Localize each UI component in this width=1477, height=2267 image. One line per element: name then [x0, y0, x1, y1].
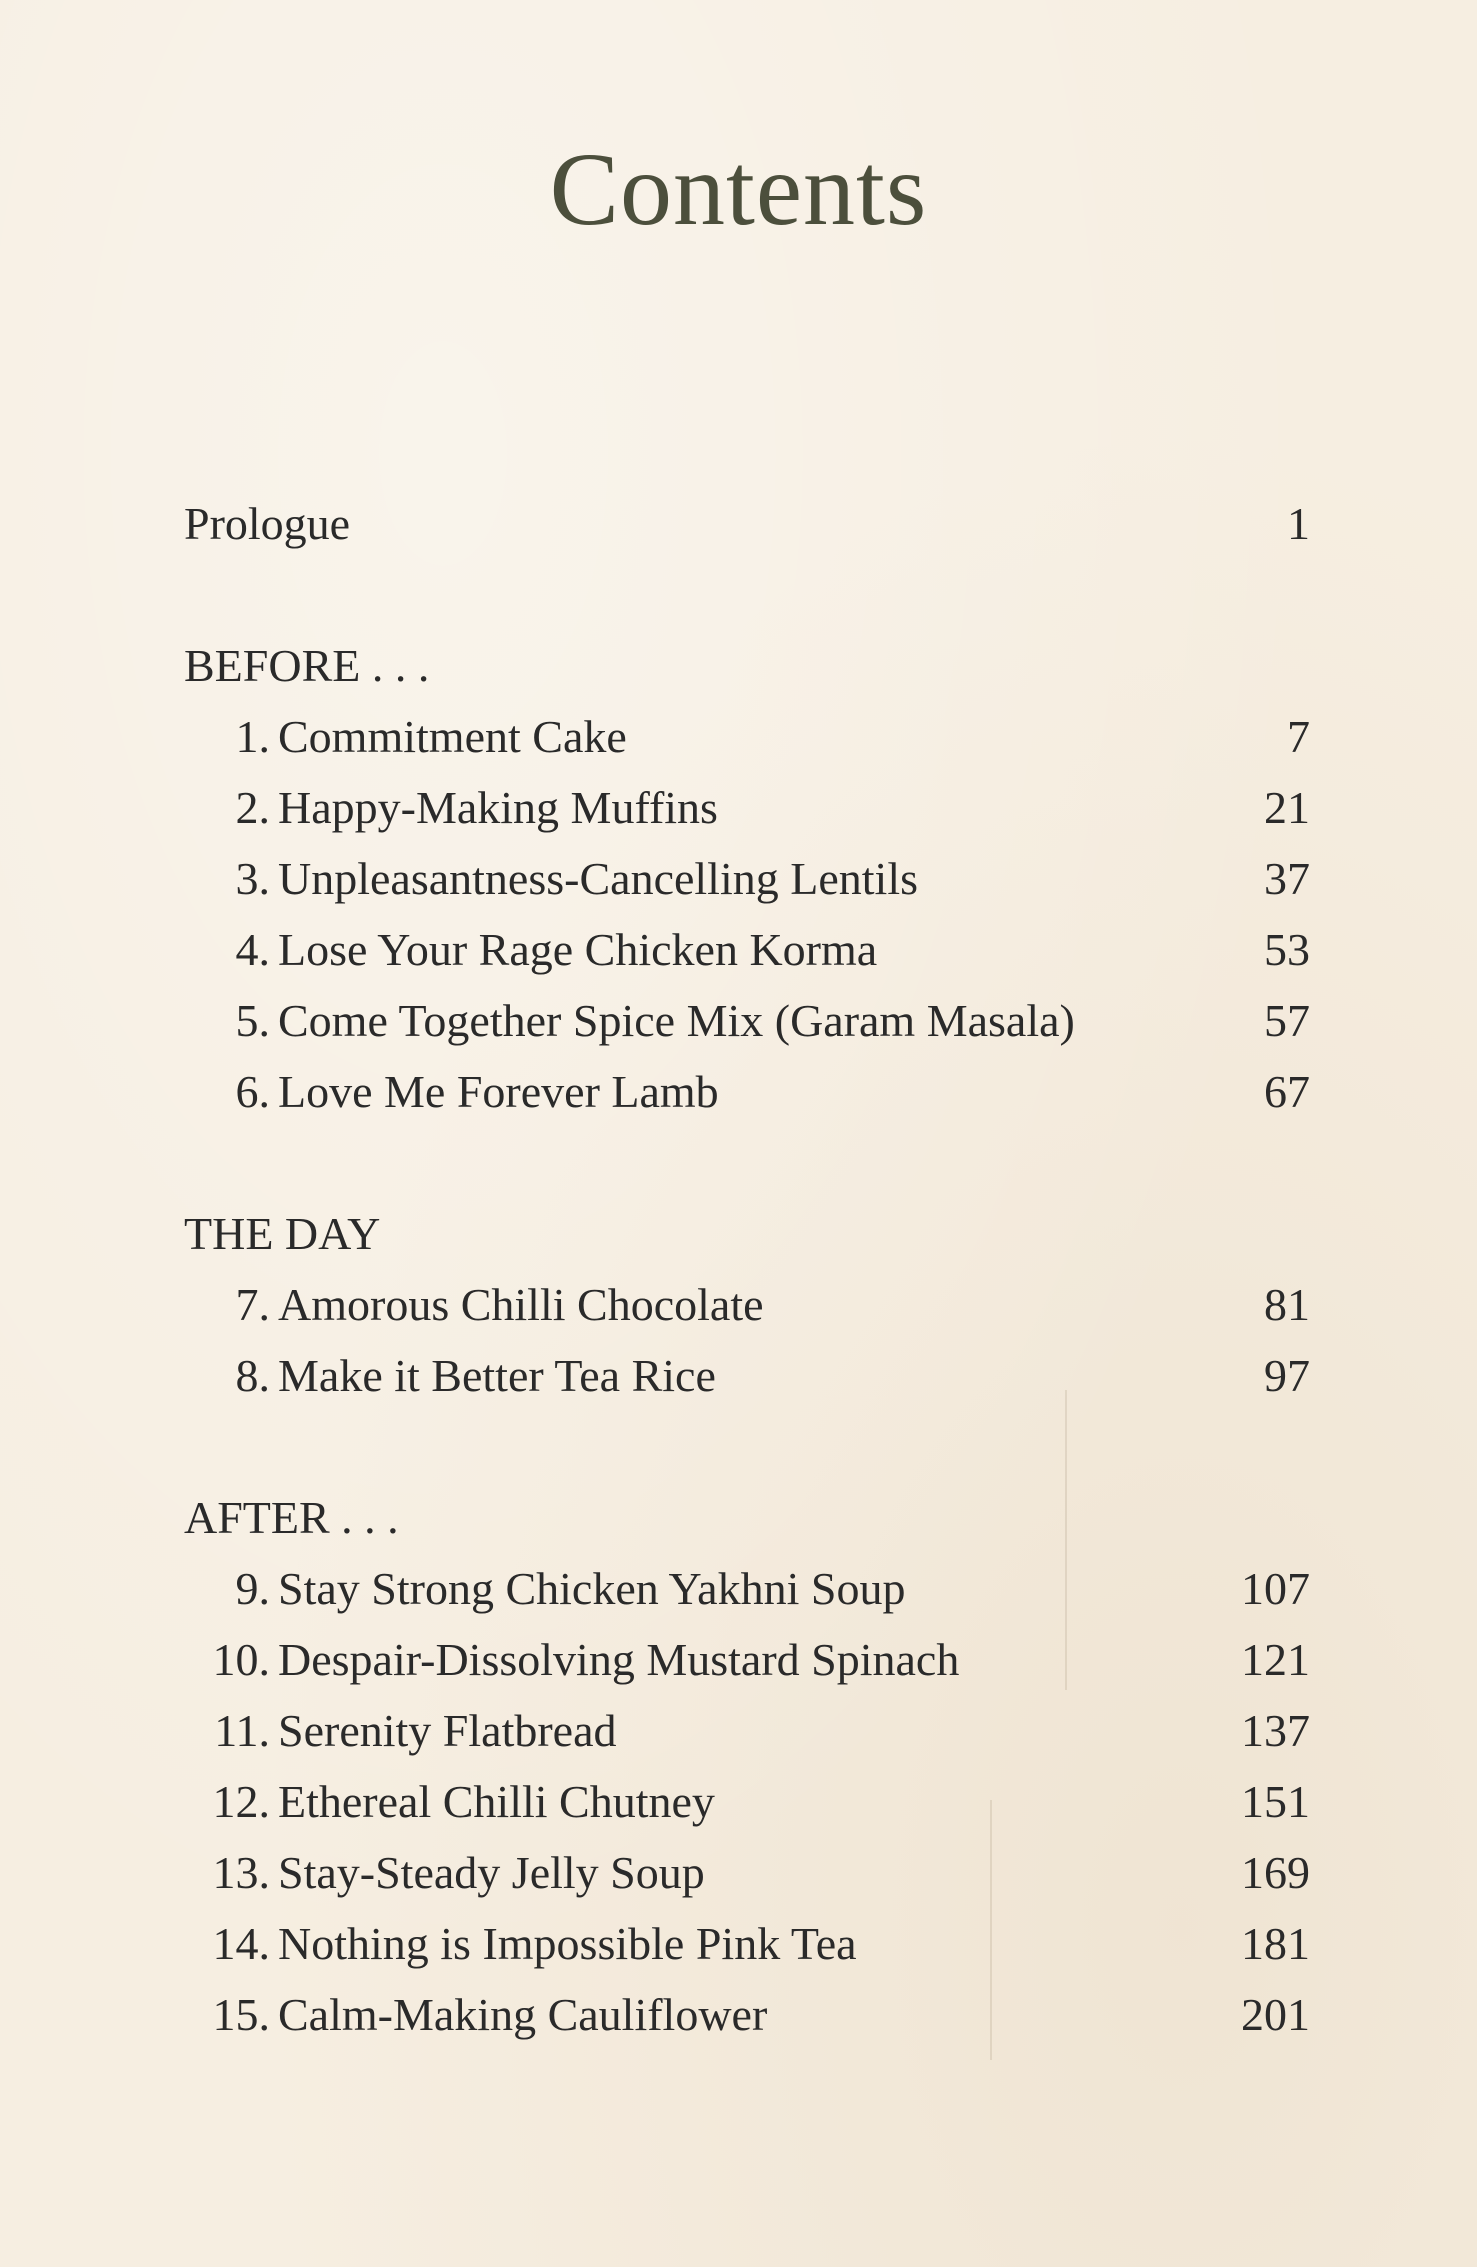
- toc-entry: [184, 1340, 1310, 1411]
- toc-entry: [184, 701, 1310, 772]
- entry-number: 8.: [235, 1350, 270, 1401]
- entry-label: Happy-Making Muffins: [278, 782, 718, 833]
- entry-page-number: 53: [1264, 924, 1310, 975]
- entry-label: Stay-Steady Jelly Soup: [278, 1847, 705, 1898]
- entry-page-number: 57: [1264, 995, 1310, 1046]
- entry-label: Commitment Cake: [278, 711, 627, 762]
- entry-label: Calm-Making Cauliflower: [278, 1989, 768, 2040]
- toc-entry: [184, 1766, 1310, 1837]
- entry-label: Love Me Forever Lamb: [278, 1066, 719, 1117]
- entry-number: 15.: [212, 1989, 270, 2040]
- section-heading: AFTER . . .: [184, 1492, 399, 1543]
- entry-label: Unpleasantness-Cancelling Lentils: [278, 853, 919, 904]
- toc-entry: [184, 1695, 1310, 1766]
- entry-label: Nothing is Impossible Pink Tea: [278, 1918, 857, 1969]
- section-heading-after: [184, 1482, 1310, 1553]
- entry-page-number: 21: [1264, 782, 1310, 833]
- entry-number: 2.: [235, 782, 270, 833]
- section-heading: BEFORE . . .: [184, 640, 430, 691]
- entry-number: 13.: [212, 1847, 270, 1898]
- entry-number: 5.: [235, 995, 270, 1046]
- entry-page-number: 151: [1241, 1776, 1310, 1827]
- entry-number: 7.: [235, 1279, 270, 1330]
- entry-page-number: 67: [1264, 1066, 1310, 1117]
- entry-number: 12.: [212, 1776, 270, 1827]
- table-of-contents: [184, 488, 1310, 2050]
- entry-page-number: 121: [1241, 1634, 1310, 1685]
- entry-number: 10.: [212, 1634, 270, 1685]
- toc-entry: [184, 914, 1310, 985]
- toc-entry: [184, 1908, 1310, 1979]
- section-heading: THE DAY: [184, 1208, 381, 1259]
- entry-number: 3.: [235, 853, 270, 904]
- toc-entry: [184, 985, 1310, 1056]
- toc-entry: [184, 1553, 1310, 1624]
- entry-page-number: 7: [1287, 711, 1310, 762]
- entry-label: Come Together Spice Mix (Garam Masala): [278, 995, 1075, 1046]
- entry-page-number: 137: [1241, 1705, 1310, 1756]
- toc-entry-prologue: [184, 488, 1310, 559]
- section-heading-the-day: [184, 1198, 1310, 1269]
- entry-page-number: 81: [1264, 1279, 1310, 1330]
- section-heading-before: [184, 630, 1310, 701]
- entry-number: 14.: [212, 1918, 270, 1969]
- entry-number: 4.: [235, 924, 270, 975]
- entry-page-number: 107: [1241, 1563, 1310, 1614]
- toc-entry: [184, 772, 1310, 843]
- entry-page-number: 1: [1287, 498, 1310, 549]
- toc-entry: [184, 1624, 1310, 1695]
- entry-page-number: 181: [1241, 1918, 1310, 1969]
- entry-label: Stay Strong Chicken Yakhni Soup: [278, 1563, 906, 1614]
- entry-number: 9.: [235, 1563, 270, 1614]
- toc-entry: [184, 843, 1310, 914]
- toc-entry: [184, 1269, 1310, 1340]
- entry-page-number: 169: [1241, 1847, 1310, 1898]
- toc-entry: [184, 1979, 1310, 2050]
- entry-label: Make it Better Tea Rice: [278, 1350, 716, 1401]
- toc-entry: [184, 1056, 1310, 1127]
- entry-page-number: 201: [1241, 1989, 1310, 2040]
- entry-page-number: 97: [1264, 1350, 1310, 1401]
- entry-label: Prologue: [184, 498, 351, 549]
- page-title: Contents: [549, 132, 928, 247]
- entry-label: Amorous Chilli Chocolate: [278, 1279, 764, 1330]
- entry-page-number: 37: [1264, 853, 1310, 904]
- entry-label: Ethereal Chilli Chutney: [278, 1776, 715, 1827]
- toc-entry: [184, 1837, 1310, 1908]
- entry-number: 11.: [214, 1705, 270, 1756]
- entry-label: Serenity Flatbread: [278, 1705, 617, 1756]
- entry-number: 6.: [235, 1066, 270, 1117]
- entry-label: Despair-Dissolving Mustard Spinach: [278, 1634, 960, 1685]
- entry-number: 1.: [235, 711, 270, 762]
- entry-label: Lose Your Rage Chicken Korma: [278, 924, 878, 975]
